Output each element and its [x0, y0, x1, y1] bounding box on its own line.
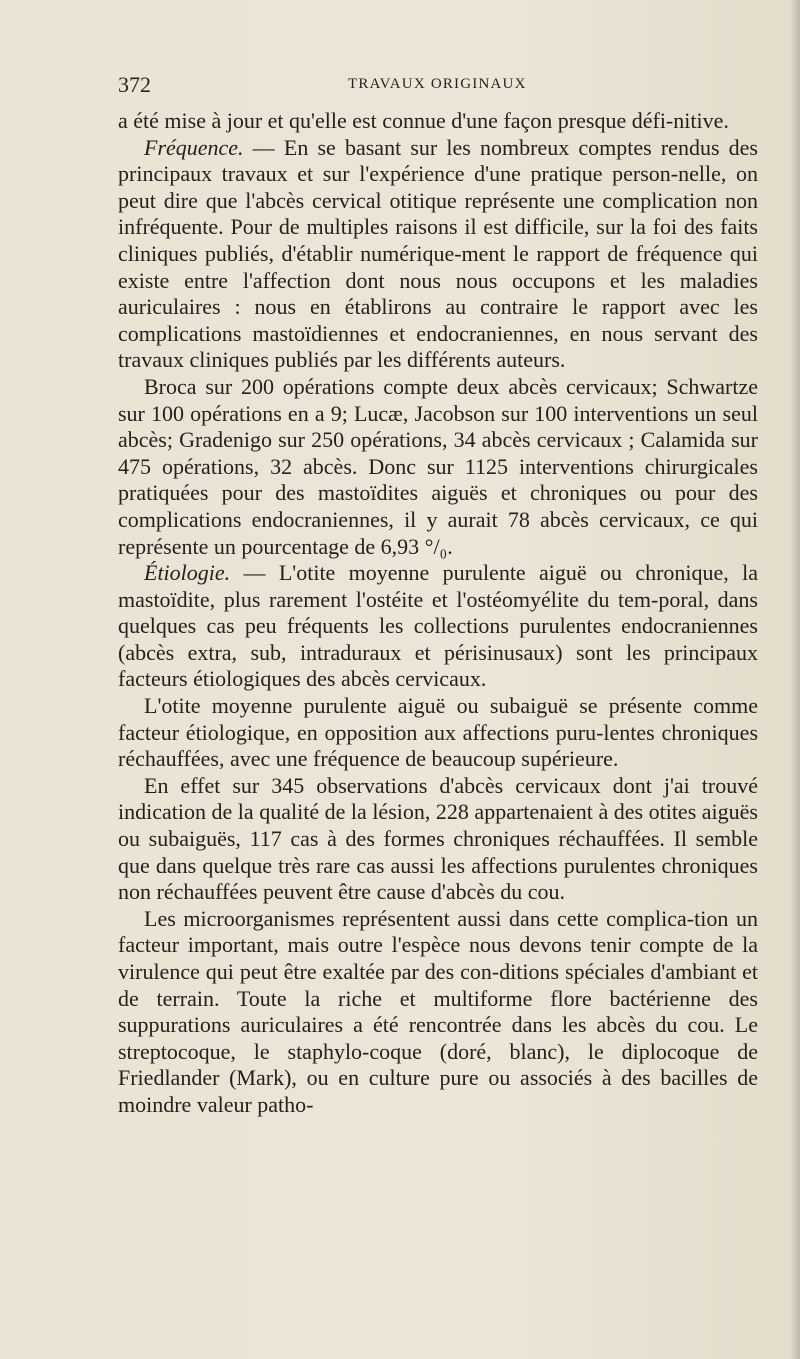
paragraph-otite [118, 693, 758, 773]
paragraph-1 [118, 108, 758, 135]
paragraph-statistics-text: Broca sur 200 opérations compte deux abcès cervicaux; Schwartze sur 100 opérations en a 9; Lucæ, Jacobson sur 100 interventions un seul abcès; Gradenigo sur 250 opérations, 34 abcès cervicaux ; Calamida sur 475 opérations, 32 abcès. Donc sur 1125 interventions chirurgicales pratiquées pour des mastoïdites aiguës et chroniques ou pour des complications endocraniennes, il y aurait 78 abcès cervicaux, ce qui représente un pourcentage de 6,93 °/₀. [118, 373, 758, 559]
paragraph-observations-text: En effet sur 345 observations d'abcès cervicaux dont j'ai trouvé indication de la qualité de la lésion, 228 appartenaient à des otites aiguës ou subaiguës, 117 cas à des formes chroniques réchauffées. Il semble que dans quelque très rare cas aussi les affections purulentes chroniques non réchauffées peuvent être cause d'abcès du cou. [118, 772, 758, 905]
running-head: TRAVAUX ORIGINAUX [348, 76, 527, 92]
paragraph-frequence [118, 135, 758, 374]
paragraph-otite-text: L'otite moyenne purulente aiguë ou subaiguë se présente comme facteur étiologique, en opposition aux affections puru-lentes chroniques réchauffées, avec une fréquence de beaucoup supérieure. [118, 693, 758, 772]
paragraph-frequence-text: — En se basant sur les nombreux comptes rendus des principaux travaux et sur l'expérience d'une pratique person-nelle, on peut dire que l'abcès cervical otitique représente une complication non infréquente. Pour de multiples raisons il est difficile, sur la foi des faits cliniques publiés, d'établir numérique-ment le rapport de fréquence qui existe entre l'affection dont nous nous occupons et les maladies auriculaires : nous en établirons au contraire le rapport avec les complications mastoïdiennes et endocraniennes, en nous servant des travaux cliniques publiés par les différents auteurs. [118, 134, 758, 373]
page-number: 372 [118, 72, 151, 97]
section-heading-frequence: Fréquence. [144, 134, 244, 160]
page-edge-shadow [790, 0, 800, 1359]
paragraph-observations [118, 773, 758, 906]
paragraph-microorganismes-text: Les microorganismes représentent aussi dans cette complica-tion un facteur important, mais outre l'espèce nous devons tenir compte de la virulence qui peut être exaltée par des con-ditions spéciales d'ambiant et de terrain. Toute la riche et multiforme flore bactérienne des suppurations auriculaires a été rencontrée dans les abcès du cou. Le streptocoque, le staphylo-coque (doré, blanc), le diplocoque de Friedlander (Mark), ou en culture pure ou associés à des bacilles de moindre valeur patho- [118, 905, 758, 1117]
paragraph-microorganismes [118, 906, 758, 1119]
body-text [118, 108, 758, 1119]
paragraph-1-text: a été mise à jour et qu'elle est connue d'une façon presque défi-nitive. [118, 108, 729, 133]
paragraph-etiologie [118, 560, 758, 693]
section-heading-etiologie: Étiologie. [144, 560, 231, 586]
paragraph-statistics [118, 374, 758, 560]
paragraph-etiologie-text: — L'otite moyenne purulente aiguë ou chronique, la mastoïdite, plus rarement l'ostéite et l'ostéomyélite du tem-poral, dans quelques cas peu fréquents les collections purulentes endocraniennes (abcès extra, sub, intraduraux et périsinusaux) sont les principaux facteurs étiologiques des abcès cervicaux. [118, 560, 758, 692]
page-header [118, 72, 758, 102]
